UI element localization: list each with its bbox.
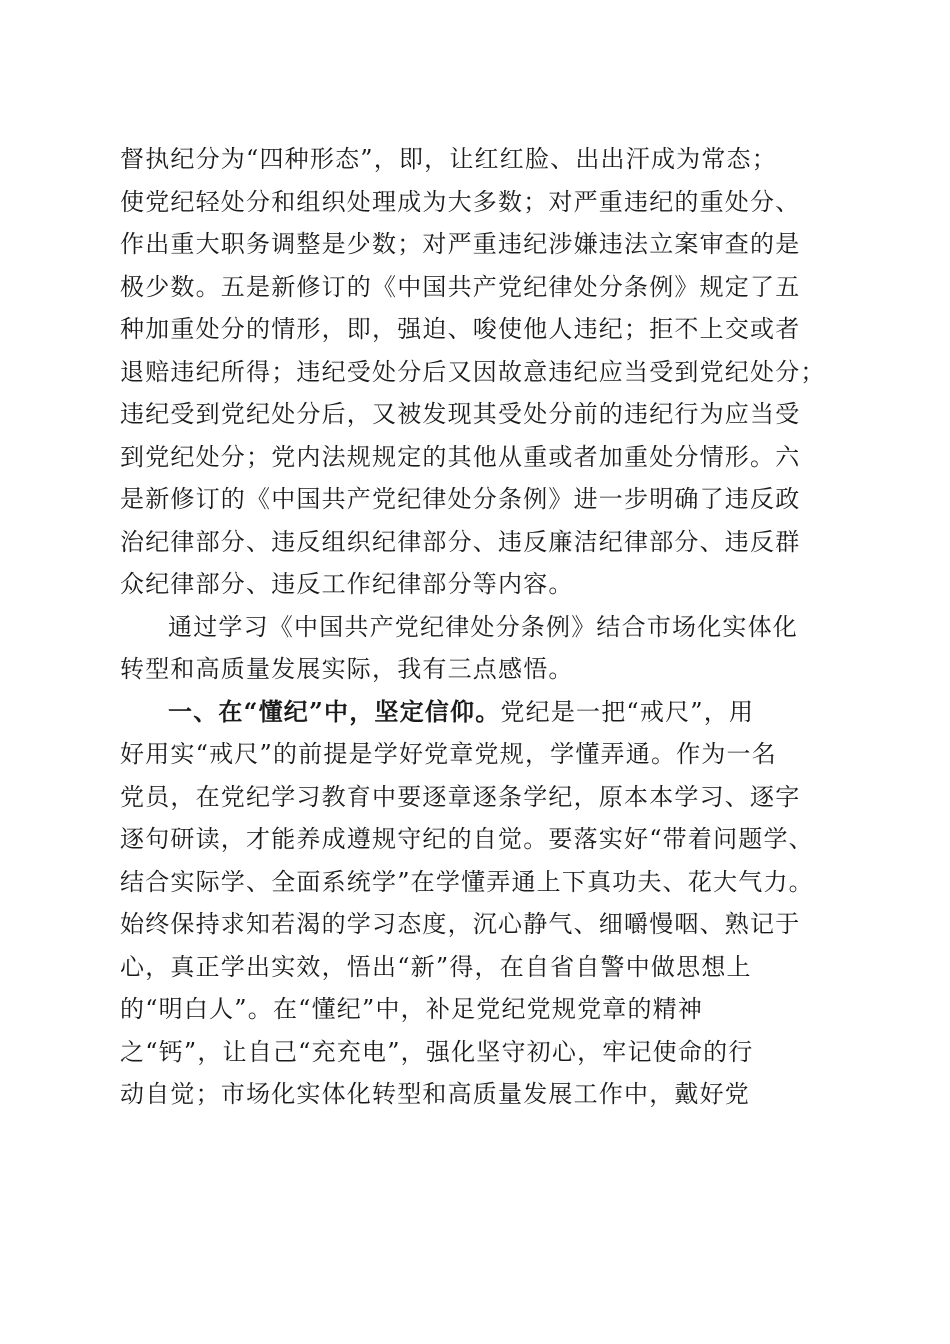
text-line: 动自觉；市场化实体化转型和高质量发展工作中，戴好党 — [120, 1080, 750, 1108]
text-line: 党员，在党纪学习教育中要逐章逐条学纪，原本本学习、逐字 — [120, 782, 801, 811]
text-line: 逐句研读，才能养成遵规守纪的自觉。要落实好“带着问题学、 — [120, 825, 814, 853]
text-line: 督执纪分为“四种形态”，即，让红红脸、出出汗成为常态； — [120, 145, 777, 173]
text-line: 的“明白人”。在“懂纪”中，补足党纪党规党章的精神 — [120, 995, 704, 1023]
text-line: 结合实际学、全面系统学”在学懂弄通上下真功夫、花大气力。 — [120, 867, 814, 896]
section-heading: 一、在“懂纪”中，坚定信仰。 — [168, 696, 501, 726]
document-body — [120, 138, 840, 1116]
heading-line-text: 党纪是一把“戒尺”，用 — [500, 697, 755, 726]
text-line: 是新修订的《中国共产党纪律处分条例》进一步明确了违反政 — [120, 485, 801, 513]
text-line: 作出重大职务调整是少数；对严重违纪涉嫌违法立案审查的是 — [120, 230, 801, 258]
text-line: 种加重处分的情形，即，强迫、唆使他人违纪；拒不上交或者 — [120, 315, 801, 343]
text-line: 转型和高质量发展实际，我有三点感悟。 — [120, 655, 574, 683]
text-line: 始终保持求知若渴的学习态度，沉心静气、细嚼慢咽、熟记于 — [120, 910, 801, 938]
text-line: 使党纪轻处分和组织处理成为大多数；对严重违纪的重处分、 — [120, 187, 801, 216]
text-line: 之“钙”，让自己“充充电”，强化坚守初心，牢记使命的行 — [120, 1037, 754, 1066]
text-line: 退赔违纪所得；违纪受处分后又因故意违纪应当受到党纪处分； — [120, 357, 826, 386]
text-line: 通过学习《中国共产党纪律处分条例》结合市场化实体化 — [168, 612, 798, 641]
text-line: 好用实“戒尺”的前提是学好党章党规，学懂弄通。作为一名 — [120, 740, 777, 768]
text-line: 到党纪处分；党内法规规定的其他从重或者加重处分情形。六 — [120, 442, 801, 471]
text-line: 治纪律部分、违反组织纪律部分、违反廉洁纪律部分、违反群 — [120, 527, 801, 556]
text-line: 心，真正学出实效，悟出“新”得，在自省自警中做思想上 — [120, 952, 752, 981]
text-line: 违纪受到党纪处分后，又被发现其受处分前的违纪行为应当受 — [120, 400, 801, 428]
text-line: 众纪律部分、违反工作纪律部分等内容。 — [120, 570, 574, 598]
heading-line — [120, 691, 840, 734]
text-line: 极少数。五是新修订的《中国共产党纪律处分条例》规定了五 — [120, 272, 801, 301]
